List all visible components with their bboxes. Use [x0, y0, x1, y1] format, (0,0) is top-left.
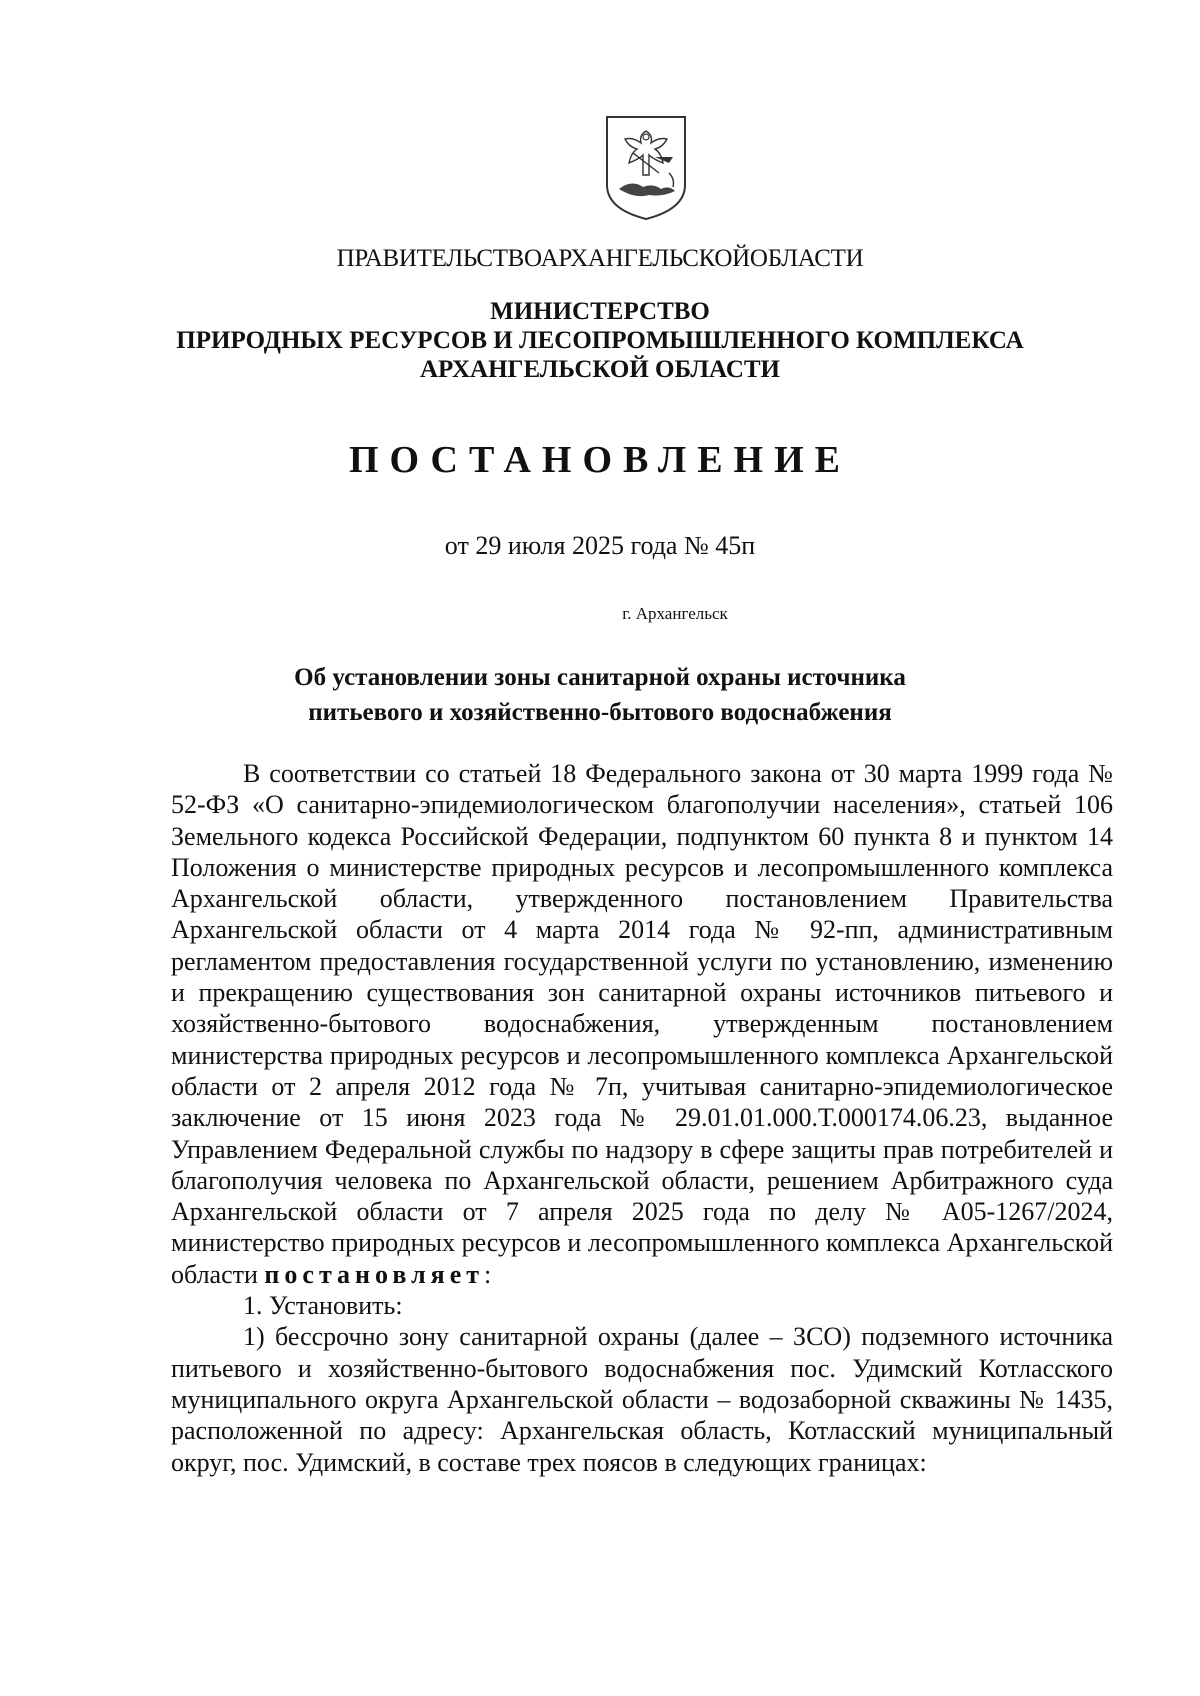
ministry-name-line: МИНИСТЕРСТВО: [490, 298, 710, 325]
decree-word: постановляет: [264, 1259, 485, 1289]
government-name: ПРАВИТЕЛЬСТВОАРХАНГЕЛЬСКОЙОБЛАСТИ: [336, 245, 864, 272]
document-city: г. Архангельск: [622, 604, 728, 623]
ministry-name-line: ПРИРОДНЫХ РЕСУРСОВ И ЛЕСОПРОМЫШЛЕННОГО КОМПЛЕКСА: [176, 327, 1024, 354]
ministry-name-line: АРХАНГЕЛЬСКОЙ ОБЛАСТИ: [420, 356, 780, 383]
document-type-heading: ПОСТАНОВЛЕНИЕ: [348, 439, 852, 481]
preamble-paragraph: [171, 758, 1113, 1290]
document-title: [0, 660, 1200, 730]
document-date-number: от 29 июля 2025 года № 45п: [444, 531, 756, 560]
preamble-text: В соответствии со статьей 18 Федерального закона от 30 марта 1999 года № 52-ФЗ «О санитарно-эпидемиологическом благополучии населения», статьей 106 Земельного кодекса Российской Федерации, подпунктом 60 пункта 8 и пунктом 14 Положения о министерстве природных ресурсов и лесопромышленного комплекса Архангельской области, утвержденного постановлением Правительства Архангельской области от 4 марта 2014 года № 92-пп, административным регламентом предоставления государственной услуги по установлению, изменению и прекращению существования зон санитарной охраны источников питьевого и хозяйственно-бытового водоснабжения, утвержденным постановлением министерства природных ресурсов и лесопромышленного комплекса Архангельской области от 2 апреля 2012 года № 7п, учитывая санитарно-эпидемиологическое заключение от 15 июня 2023 года № 29.01.01.000.Т.000174.06.23, выданное Управлением Федеральной службы по надзору в сфере защиты прав потребителей и благополучия человека по Архангельской области, решением Арбитражного суда Архангельской области от 7 апреля 2025 года по делу № А05-1267/2024, министерство природных ресурсов и лесопромышленного комплекса Архангельской области: [171, 759, 1113, 1289]
document-title-line: Об установлении зоны санитарной охраны источника: [294, 664, 906, 691]
item-1-subitem-1: 1) бессрочно зону санитарной охраны (далее – ЗСО) подземного источника питьевого и хозяйственно-бытового водоснабжения пос. Удимский Котласского муниципального округа Архангельской области – водозаборной скважины № 1435, расположенной по адресу: Архангельская область, Котласский муниципальный округ, пос. Удимский, в составе трех поясов в следующих границах:: [171, 1322, 1113, 1477]
document-title-line: питьевого и хозяйственно-бытового водоснабжения: [308, 699, 892, 726]
document-body: [171, 758, 1113, 1478]
decree-suffix: :: [484, 1259, 492, 1289]
ministry-name: [0, 297, 1200, 384]
item-1: 1. Установить:: [243, 1291, 403, 1321]
coat-of-arms-emblem: [603, 113, 689, 223]
